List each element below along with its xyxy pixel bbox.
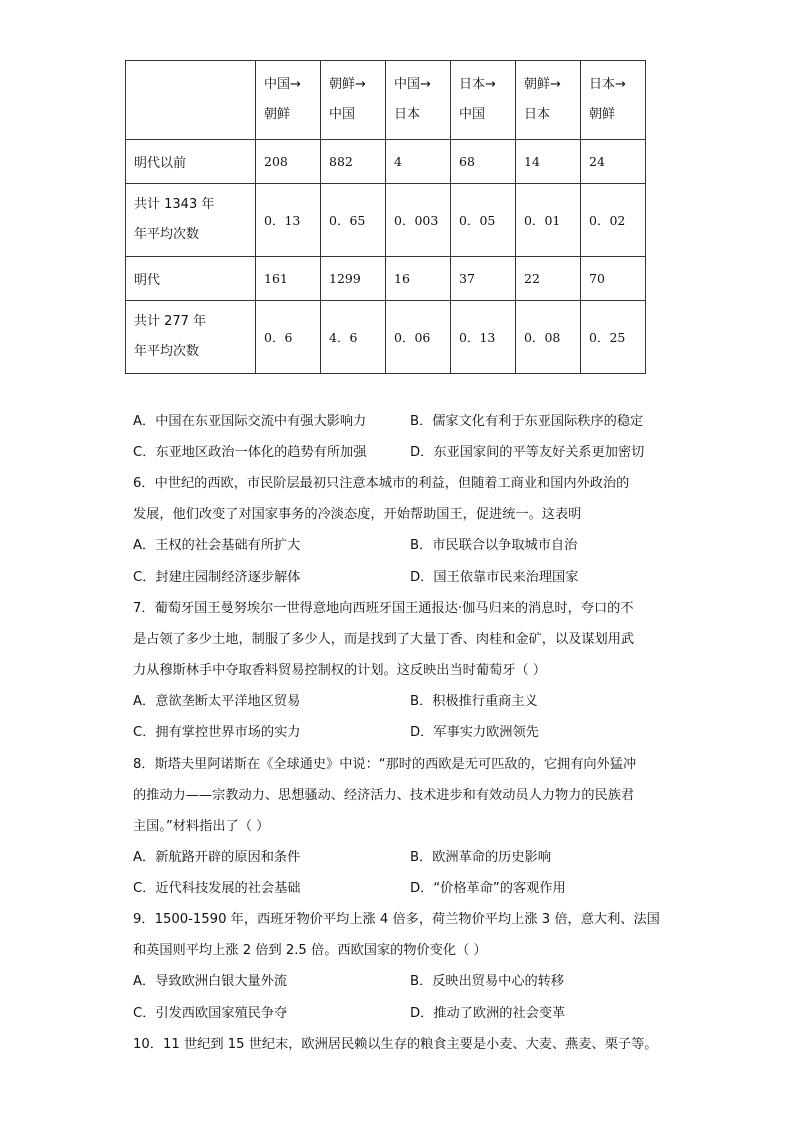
table-header-row xyxy=(126,61,646,140)
q9-stem-line-2: 和英国则平均上涨 2 倍到 2.5 倍。西欧国家的物价变化（ ） xyxy=(133,943,487,958)
q7-stem-line-3: 力从穆斯林手中夺取香料贸易控制权的计划。这反映出当时葡萄牙（ ） xyxy=(133,663,547,678)
q5-option-c[interactable]: C．东亚地区政治一体化的趋势有所加强 xyxy=(133,445,367,460)
table-cell: 4 xyxy=(386,140,451,184)
q8-option-d[interactable]: D．“价格革命”的客观作用 xyxy=(410,881,566,896)
q6-option-d[interactable]: D．国王依靠市民来治理国家 xyxy=(410,570,579,585)
q6-option-c[interactable]: C．封建庄园制经济逐步解体 xyxy=(133,570,301,585)
table-cell: 208 xyxy=(256,140,321,184)
table-cell: 0．01 xyxy=(516,184,581,257)
row-label: 明代 xyxy=(126,257,256,301)
q8-option-c[interactable]: C．近代科技发展的社会基础 xyxy=(133,881,301,896)
table-cell: 0．6 xyxy=(256,301,321,374)
q7-option-a[interactable]: A．意欲垄断太平洋地区贸易 xyxy=(133,694,301,709)
q9-option-b[interactable]: B．反映出贸易中心的转移 xyxy=(410,974,565,989)
q6-stem-line-1: 6．中世纪的西欧，市民阶层最初只注意本城市的利益，但随着工商业和国内外政治的 xyxy=(133,476,630,491)
table-cell: 70 xyxy=(581,257,646,301)
header-cell: 日本→ 中国 xyxy=(451,61,516,140)
q9-option-a[interactable]: A．导致欧洲白银大量外流 xyxy=(133,974,288,989)
row-label: 共计 1343 年 年平均次数 xyxy=(126,184,256,257)
table-cell: 68 xyxy=(451,140,516,184)
header-cell: 朝鲜→ 中国 xyxy=(321,61,386,140)
q5-option-a[interactable]: A．中国在东亚国际交流中有强大影响力 xyxy=(133,414,367,429)
q8-stem-line-3: 主国。”材料指出了（ ） xyxy=(133,819,270,834)
table-cell: 0．13 xyxy=(451,301,516,374)
q8-option-a[interactable]: A．新航路开辟的原因和条件 xyxy=(133,850,301,865)
header-cell: 日本→ 朝鲜 xyxy=(581,61,646,140)
table-cell: 0．02 xyxy=(581,184,646,257)
header-cell: 中国→ 日本 xyxy=(386,61,451,140)
q8-option-b[interactable]: B．欧洲革命的历史影响 xyxy=(410,850,551,865)
table-cell: 0．65 xyxy=(321,184,386,257)
q9-stem-line-1: 9．1500-1590 年，西班牙物价平均上涨 4 倍多，荷兰物价平均上涨 3 倍，意大利、法国 xyxy=(133,912,660,927)
table-cell: 16 xyxy=(386,257,451,301)
header-cell: 朝鲜→ 日本 xyxy=(516,61,581,140)
table-cell: 161 xyxy=(256,257,321,301)
q7-option-c[interactable]: C．拥有掌控世界市场的实力 xyxy=(133,725,301,740)
q10-stem-line-1: 10．11 世纪到 15 世纪末，欧洲居民赖以生存的粮食主要是小麦、大麦、燕麦、栗子等。 xyxy=(133,1037,658,1052)
q6-option-b[interactable]: B．市民联合以争取城市自治 xyxy=(410,538,578,553)
table-cell: 24 xyxy=(581,140,646,184)
statistics-table xyxy=(125,60,646,374)
q7-option-b[interactable]: B．积极推行重商主义 xyxy=(410,694,538,709)
q8-stem-line-1: 8．斯塔夫里阿诺斯在《全球通史》中说：“那时的西欧是无可匹敌的，它拥有向外猛冲 xyxy=(133,757,637,772)
table-row xyxy=(126,184,646,257)
header-cell: 中国→ 朝鲜 xyxy=(256,61,321,140)
table-cell: 0．13 xyxy=(256,184,321,257)
q6-option-a[interactable]: A．王权的社会基础有所扩大 xyxy=(133,538,301,553)
q8-stem-line-2: 的推动力——宗教动力、思想骚动、经济活力、技术进步和有效动员人力物力的民族君 xyxy=(133,788,635,803)
table-cell: 0．06 xyxy=(386,301,451,374)
table-cell: 882 xyxy=(321,140,386,184)
table-row xyxy=(126,140,646,184)
table-cell: 1299 xyxy=(321,257,386,301)
table-cell: 0．003 xyxy=(386,184,451,257)
q7-stem-line-1: 7．葡萄牙国王曼努埃尔一世得意地向西班牙国王通报达·伽马归来的消息时，夸口的不 xyxy=(133,601,634,616)
q5-option-b[interactable]: B．儒家文化有利于东亚国际秩序的稳定 xyxy=(410,414,644,429)
table-row xyxy=(126,301,646,374)
q6-stem-line-2: 发展，他们改变了对国家事务的冷淡态度，开始帮助国王，促进统一。这表明 xyxy=(133,507,582,522)
q5-option-d[interactable]: D．东亚国家间的平等友好关系更加密切 xyxy=(410,445,645,460)
table-cell: 37 xyxy=(451,257,516,301)
q7-stem-line-2: 是占领了多少土地，制服了多少人，而是找到了大量丁香、肉桂和金矿，以及谋划用武 xyxy=(133,632,635,647)
table-cell: 0．25 xyxy=(581,301,646,374)
table-cell: 22 xyxy=(516,257,581,301)
q7-option-d[interactable]: D．军事实力欧洲领先 xyxy=(410,725,539,740)
row-label: 共计 277 年 年平均次数 xyxy=(126,301,256,374)
table-cell: 0．08 xyxy=(516,301,581,374)
table-corner-cell xyxy=(126,61,256,140)
table-row xyxy=(126,257,646,301)
table-cell: 0．05 xyxy=(451,184,516,257)
row-label: 明代以前 xyxy=(126,140,256,184)
table-cell: 14 xyxy=(516,140,581,184)
table-cell: 4．6 xyxy=(321,301,386,374)
q9-option-d[interactable]: D．推动了欧洲的社会变革 xyxy=(410,1006,566,1021)
q9-option-c[interactable]: C．引发西欧国家殖民争夺 xyxy=(133,1006,288,1021)
